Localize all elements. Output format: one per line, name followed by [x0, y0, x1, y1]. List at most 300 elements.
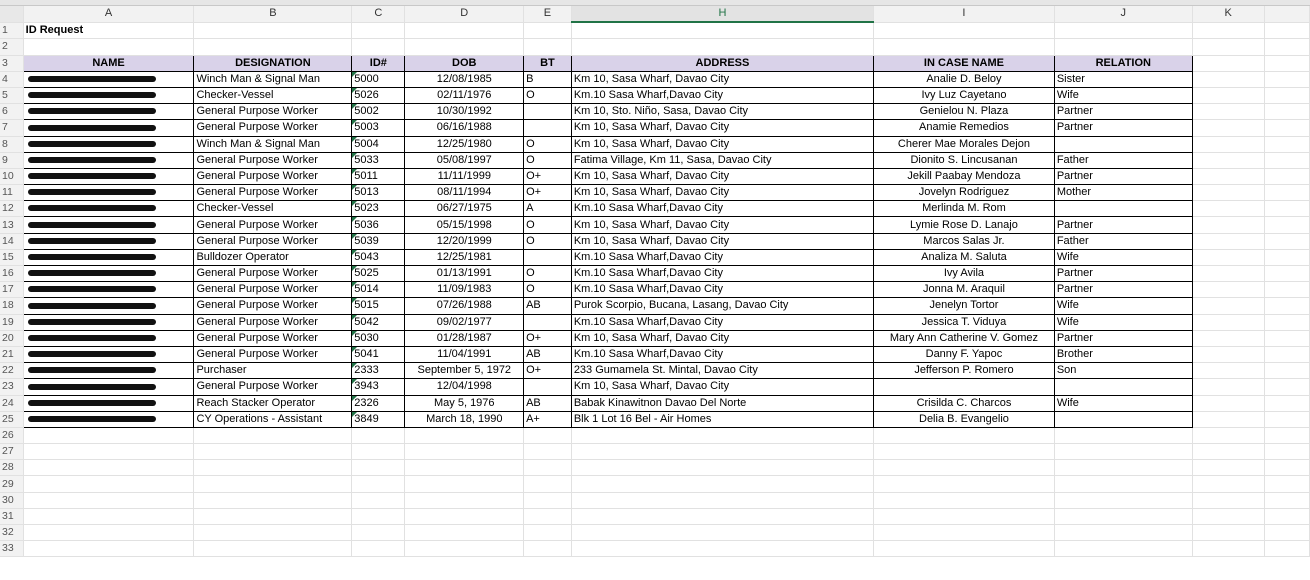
designation-cell[interactable]: General Purpose Worker — [194, 282, 352, 298]
id-cell[interactable]: 5026 — [352, 87, 405, 103]
in-case-name-cell[interactable]: Jefferson P. Romero — [874, 363, 1055, 379]
cell[interactable] — [1264, 152, 1309, 168]
dob-cell[interactable]: 11/11/1999 — [405, 168, 524, 184]
address-cell[interactable]: Km.10 Sasa Wharf,Davao City — [571, 87, 873, 103]
designation-cell[interactable]: General Purpose Worker — [194, 168, 352, 184]
cell[interactable] — [23, 525, 194, 541]
cell[interactable] — [1264, 120, 1309, 136]
in-case-name-cell[interactable]: Ivy Luz Cayetano — [874, 87, 1055, 103]
cell[interactable] — [1264, 330, 1309, 346]
cell[interactable] — [1192, 266, 1264, 282]
cell[interactable] — [405, 541, 524, 557]
designation-cell[interactable]: General Purpose Worker — [194, 346, 352, 362]
bt-cell[interactable]: O+ — [524, 168, 572, 184]
dob-cell[interactable]: 07/26/1988 — [405, 298, 524, 314]
id-cell[interactable]: 3943 — [352, 379, 405, 395]
cell[interactable] — [405, 22, 524, 39]
row-header[interactable]: 23 — [0, 379, 23, 395]
id-cell[interactable]: 3849 — [352, 411, 405, 427]
cell[interactable] — [1192, 168, 1264, 184]
cell[interactable] — [571, 22, 873, 39]
row-header[interactable]: 22 — [0, 363, 23, 379]
cell[interactable] — [1264, 492, 1309, 508]
row-header[interactable]: 27 — [0, 444, 23, 460]
cell[interactable] — [405, 476, 524, 492]
address-cell[interactable]: Km.10 Sasa Wharf,Davao City — [571, 314, 873, 330]
column-header-blank[interactable] — [1264, 6, 1309, 22]
cell[interactable] — [1192, 217, 1264, 233]
cell[interactable] — [524, 444, 572, 460]
dob-cell[interactable]: 10/30/1992 — [405, 104, 524, 120]
relation-cell[interactable]: Partner — [1054, 120, 1192, 136]
cell[interactable] — [1264, 411, 1309, 427]
dob-cell[interactable]: 06/27/1975 — [405, 201, 524, 217]
in-case-name-cell[interactable]: Jovelyn Rodriguez — [874, 185, 1055, 201]
cell[interactable] — [1264, 444, 1309, 460]
address-cell[interactable]: Km 10, Sasa Wharf, Davao City — [571, 120, 873, 136]
designation-cell[interactable]: Bulldozer Operator — [194, 249, 352, 265]
bt-cell[interactable]: AB — [524, 298, 572, 314]
cell[interactable] — [1192, 71, 1264, 87]
relation-cell[interactable]: Sister — [1054, 71, 1192, 87]
cell[interactable] — [524, 39, 572, 55]
cell[interactable] — [1192, 460, 1264, 476]
bt-cell[interactable]: A — [524, 201, 572, 217]
designation-cell[interactable]: General Purpose Worker — [194, 104, 352, 120]
cell[interactable] — [194, 541, 352, 557]
address-cell[interactable]: Km.10 Sasa Wharf,Davao City — [571, 346, 873, 362]
id-cell[interactable]: 5036 — [352, 217, 405, 233]
bt-cell[interactable]: O+ — [524, 185, 572, 201]
name-cell[interactable] — [23, 282, 194, 298]
relation-cell[interactable]: Partner — [1054, 266, 1192, 282]
cell[interactable] — [1264, 104, 1309, 120]
cell[interactable] — [23, 476, 194, 492]
cell[interactable] — [524, 508, 572, 524]
designation-cell[interactable]: General Purpose Worker — [194, 314, 352, 330]
cell[interactable] — [1192, 330, 1264, 346]
in-case-name-cell[interactable]: Jessica T. Viduya — [874, 314, 1055, 330]
row-header[interactable]: 2 — [0, 39, 23, 55]
row-header[interactable]: 29 — [0, 476, 23, 492]
cell[interactable] — [571, 460, 873, 476]
cell[interactable] — [352, 444, 405, 460]
designation-cell[interactable]: General Purpose Worker — [194, 185, 352, 201]
row-header[interactable]: 28 — [0, 460, 23, 476]
cell[interactable] — [1192, 22, 1264, 39]
cell[interactable] — [1264, 233, 1309, 249]
cell[interactable] — [194, 444, 352, 460]
cell[interactable] — [874, 541, 1055, 557]
cell[interactable] — [1264, 298, 1309, 314]
column-header-a[interactable]: A — [23, 6, 194, 22]
cell[interactable] — [23, 39, 194, 55]
address-cell[interactable]: Km 10, Sto. Niño, Sasa, Davao City — [571, 104, 873, 120]
in-case-name-cell[interactable]: Analie D. Beloy — [874, 71, 1055, 87]
column-header-b[interactable]: B — [194, 6, 352, 22]
designation-cell[interactable]: Reach Stacker Operator — [194, 395, 352, 411]
cell[interactable] — [1264, 55, 1309, 71]
cell[interactable] — [1192, 249, 1264, 265]
cell[interactable] — [1192, 476, 1264, 492]
relation-cell[interactable]: Partner — [1054, 168, 1192, 184]
cell[interactable] — [23, 460, 194, 476]
relation-cell[interactable] — [1054, 379, 1192, 395]
cell[interactable] — [1192, 55, 1264, 71]
dob-cell[interactable]: 12/20/1999 — [405, 233, 524, 249]
row-header[interactable]: 1 — [0, 22, 23, 39]
cell[interactable] — [352, 541, 405, 557]
cell[interactable] — [1192, 411, 1264, 427]
row-header[interactable]: 14 — [0, 233, 23, 249]
column-header-k[interactable]: K — [1192, 6, 1264, 22]
relation-cell[interactable]: Son — [1054, 363, 1192, 379]
id-cell[interactable]: 5015 — [352, 298, 405, 314]
cell[interactable] — [571, 444, 873, 460]
row-header[interactable]: 25 — [0, 411, 23, 427]
cell[interactable] — [352, 508, 405, 524]
designation-cell[interactable]: General Purpose Worker — [194, 152, 352, 168]
cell[interactable] — [524, 476, 572, 492]
designation-cell[interactable]: General Purpose Worker — [194, 266, 352, 282]
cell[interactable] — [1264, 379, 1309, 395]
dob-cell[interactable]: March 18, 1990 — [405, 411, 524, 427]
cell[interactable] — [352, 525, 405, 541]
dob-cell[interactable]: 12/08/1985 — [405, 71, 524, 87]
cell[interactable] — [1264, 363, 1309, 379]
dob-cell[interactable]: 08/11/1994 — [405, 185, 524, 201]
address-cell[interactable]: Km 10, Sasa Wharf, Davao City — [571, 379, 873, 395]
cell[interactable] — [571, 525, 873, 541]
name-cell[interactable] — [23, 104, 194, 120]
relation-cell[interactable]: Wife — [1054, 395, 1192, 411]
column-header-c[interactable]: C — [352, 6, 405, 22]
cell[interactable] — [1192, 136, 1264, 152]
cell[interactable] — [194, 525, 352, 541]
cell[interactable] — [194, 460, 352, 476]
address-cell[interactable]: Fatima Village, Km 11, Sasa, Davao City — [571, 152, 873, 168]
row-header[interactable]: 7 — [0, 120, 23, 136]
relation-cell[interactable]: Brother — [1054, 346, 1192, 362]
relation-cell[interactable] — [1054, 136, 1192, 152]
row-header[interactable]: 30 — [0, 492, 23, 508]
in-case-name-cell[interactable]: Danny F. Yapoc — [874, 346, 1055, 362]
in-case-name-cell[interactable]: Mary Ann Catherine V. Gomez — [874, 330, 1055, 346]
dob-cell[interactable]: May 5, 1976 — [405, 395, 524, 411]
row-header[interactable]: 8 — [0, 136, 23, 152]
row-header[interactable]: 24 — [0, 395, 23, 411]
name-cell[interactable] — [23, 168, 194, 184]
cell[interactable] — [874, 476, 1055, 492]
cell[interactable] — [1192, 185, 1264, 201]
address-cell[interactable]: Km 10, Sasa Wharf, Davao City — [571, 168, 873, 184]
cell[interactable] — [1192, 314, 1264, 330]
dob-cell[interactable]: 01/28/1987 — [405, 330, 524, 346]
cell[interactable] — [571, 476, 873, 492]
bt-cell[interactable] — [524, 104, 572, 120]
address-cell[interactable]: Km.10 Sasa Wharf,Davao City — [571, 266, 873, 282]
dob-cell[interactable]: 02/11/1976 — [405, 87, 524, 103]
bt-cell[interactable] — [524, 379, 572, 395]
address-cell[interactable]: Km.10 Sasa Wharf,Davao City — [571, 249, 873, 265]
cell[interactable] — [1264, 136, 1309, 152]
id-cell[interactable]: 5003 — [352, 120, 405, 136]
cell[interactable] — [1054, 39, 1192, 55]
row-header[interactable]: 16 — [0, 266, 23, 282]
id-cell[interactable]: 5002 — [352, 104, 405, 120]
cell[interactable] — [524, 427, 572, 443]
cell[interactable] — [194, 508, 352, 524]
dob-cell[interactable]: 06/16/1988 — [405, 120, 524, 136]
dob-cell[interactable]: 05/08/1997 — [405, 152, 524, 168]
row-header[interactable]: 6 — [0, 104, 23, 120]
cell[interactable] — [1054, 444, 1192, 460]
address-cell[interactable]: 233 Gumamela St. Mintal, Davao City — [571, 363, 873, 379]
cell[interactable] — [1192, 492, 1264, 508]
id-cell[interactable]: 5025 — [352, 266, 405, 282]
designation-cell[interactable]: General Purpose Worker — [194, 379, 352, 395]
id-cell[interactable]: 5013 — [352, 185, 405, 201]
cell[interactable] — [1264, 314, 1309, 330]
id-cell[interactable]: 2326 — [352, 395, 405, 411]
relation-cell[interactable]: Wife — [1054, 87, 1192, 103]
designation-cell[interactable]: General Purpose Worker — [194, 217, 352, 233]
header-cell-name[interactable]: NAME — [23, 55, 194, 71]
cell[interactable] — [1264, 541, 1309, 557]
cell[interactable] — [1192, 508, 1264, 524]
cell[interactable] — [874, 492, 1055, 508]
cell[interactable] — [1264, 266, 1309, 282]
bt-cell[interactable]: O — [524, 266, 572, 282]
cell[interactable] — [1264, 249, 1309, 265]
bt-cell[interactable] — [524, 249, 572, 265]
cell[interactable] — [194, 22, 352, 39]
in-case-name-cell[interactable]: Marcos Salas Jr. — [874, 233, 1055, 249]
cell[interactable] — [1264, 508, 1309, 524]
id-cell[interactable]: 5041 — [352, 346, 405, 362]
cell[interactable] — [524, 541, 572, 557]
relation-cell[interactable] — [1054, 411, 1192, 427]
address-cell[interactable]: Blk 1 Lot 16 Bel - Air Homes — [571, 411, 873, 427]
cell[interactable] — [524, 460, 572, 476]
cell[interactable] — [194, 476, 352, 492]
cell[interactable] — [1192, 298, 1264, 314]
address-cell[interactable]: Km.10 Sasa Wharf,Davao City — [571, 201, 873, 217]
header-cell-in-case-name[interactable]: IN CASE NAME — [874, 55, 1055, 71]
designation-cell[interactable]: General Purpose Worker — [194, 120, 352, 136]
id-cell[interactable]: 5023 — [352, 201, 405, 217]
column-header-d[interactable]: D — [405, 6, 524, 22]
dob-cell[interactable]: 05/15/1998 — [405, 217, 524, 233]
designation-cell[interactable]: CY Operations - Assistant — [194, 411, 352, 427]
name-cell[interactable] — [23, 201, 194, 217]
cell[interactable] — [405, 444, 524, 460]
column-header-h[interactable]: H — [571, 6, 873, 22]
in-case-name-cell[interactable]: Merlinda M. Rom — [874, 201, 1055, 217]
cell[interactable] — [1264, 217, 1309, 233]
relation-cell[interactable]: Mother — [1054, 185, 1192, 201]
cell[interactable] — [1264, 168, 1309, 184]
cell[interactable] — [352, 427, 405, 443]
cell[interactable] — [405, 508, 524, 524]
name-cell[interactable] — [23, 152, 194, 168]
row-header[interactable]: 20 — [0, 330, 23, 346]
bt-cell[interactable]: O — [524, 233, 572, 249]
cell[interactable] — [1192, 282, 1264, 298]
cell[interactable] — [1192, 427, 1264, 443]
cell[interactable] — [1054, 541, 1192, 557]
bt-cell[interactable]: B — [524, 71, 572, 87]
designation-cell[interactable]: Winch Man & Signal Man — [194, 71, 352, 87]
cell[interactable] — [1192, 346, 1264, 362]
cell[interactable] — [874, 427, 1055, 443]
designation-cell[interactable]: Winch Man & Signal Man — [194, 136, 352, 152]
cell[interactable] — [352, 476, 405, 492]
dob-cell[interactable]: 09/02/1977 — [405, 314, 524, 330]
cell[interactable] — [1054, 508, 1192, 524]
cell[interactable] — [1054, 427, 1192, 443]
cell[interactable] — [1192, 39, 1264, 55]
name-cell[interactable] — [23, 120, 194, 136]
cell[interactable] — [1264, 22, 1309, 39]
in-case-name-cell[interactable]: Lymie Rose D. Lanajo — [874, 217, 1055, 233]
cell[interactable] — [1192, 233, 1264, 249]
cell[interactable] — [23, 541, 194, 557]
cell[interactable] — [1192, 541, 1264, 557]
cell[interactable] — [1264, 476, 1309, 492]
cell[interactable] — [1264, 282, 1309, 298]
cell[interactable] — [1054, 22, 1192, 39]
cell[interactable] — [1192, 201, 1264, 217]
column-header-e[interactable]: E — [524, 6, 572, 22]
cell[interactable] — [352, 460, 405, 476]
row-header[interactable]: 17 — [0, 282, 23, 298]
bt-cell[interactable]: A+ — [524, 411, 572, 427]
cell[interactable] — [1264, 460, 1309, 476]
relation-cell[interactable]: Partner — [1054, 104, 1192, 120]
cell[interactable] — [1192, 87, 1264, 103]
cell[interactable] — [1054, 476, 1192, 492]
address-cell[interactable]: Km 10, Sasa Wharf, Davao City — [571, 233, 873, 249]
cell[interactable] — [1192, 120, 1264, 136]
cell[interactable] — [874, 22, 1055, 39]
bt-cell[interactable]: O — [524, 87, 572, 103]
cell[interactable] — [1192, 525, 1264, 541]
cell[interactable] — [23, 444, 194, 460]
bt-cell[interactable]: O — [524, 136, 572, 152]
cell[interactable] — [1054, 460, 1192, 476]
relation-cell[interactable]: Father — [1054, 152, 1192, 168]
cell[interactable] — [1054, 492, 1192, 508]
relation-cell[interactable]: Partner — [1054, 330, 1192, 346]
in-case-name-cell[interactable]: Anamie Remedios — [874, 120, 1055, 136]
dob-cell[interactable]: September 5, 1972 — [405, 363, 524, 379]
row-header[interactable]: 3 — [0, 55, 23, 71]
row-header[interactable]: 18 — [0, 298, 23, 314]
id-cell[interactable]: 2333 — [352, 363, 405, 379]
cell[interactable] — [194, 39, 352, 55]
cell[interactable] — [874, 39, 1055, 55]
row-header[interactable]: 5 — [0, 87, 23, 103]
in-case-name-cell[interactable]: Ivy Avila — [874, 266, 1055, 282]
cell[interactable] — [874, 460, 1055, 476]
name-cell[interactable] — [23, 71, 194, 87]
id-cell[interactable]: 5014 — [352, 282, 405, 298]
bt-cell[interactable]: O — [524, 152, 572, 168]
name-cell[interactable] — [23, 395, 194, 411]
sheet-title[interactable]: ID Request — [23, 22, 194, 39]
row-header[interactable]: 15 — [0, 249, 23, 265]
id-cell[interactable]: 5042 — [352, 314, 405, 330]
designation-cell[interactable]: General Purpose Worker — [194, 233, 352, 249]
id-cell[interactable]: 5039 — [352, 233, 405, 249]
name-cell[interactable] — [23, 330, 194, 346]
row-header[interactable]: 26 — [0, 427, 23, 443]
id-cell[interactable]: 5030 — [352, 330, 405, 346]
relation-cell[interactable]: Wife — [1054, 314, 1192, 330]
header-cell-designation[interactable]: DESIGNATION — [194, 55, 352, 71]
cell[interactable] — [405, 492, 524, 508]
cell[interactable] — [1264, 395, 1309, 411]
in-case-name-cell[interactable]: Dionito S. Lincusanan — [874, 152, 1055, 168]
row-header[interactable]: 31 — [0, 508, 23, 524]
cell[interactable] — [405, 39, 524, 55]
row-header[interactable]: 19 — [0, 314, 23, 330]
in-case-name-cell[interactable]: Genielou N. Plaza — [874, 104, 1055, 120]
name-cell[interactable] — [23, 87, 194, 103]
address-cell[interactable]: Km 10, Sasa Wharf, Davao City — [571, 185, 873, 201]
name-cell[interactable] — [23, 314, 194, 330]
cell[interactable] — [571, 541, 873, 557]
relation-cell[interactable]: Wife — [1054, 298, 1192, 314]
cell[interactable] — [1264, 185, 1309, 201]
cell[interactable] — [352, 39, 405, 55]
in-case-name-cell[interactable]: Jonna M. Araquil — [874, 282, 1055, 298]
address-cell[interactable]: Purok Scorpio, Bucana, Lasang, Davao City — [571, 298, 873, 314]
name-cell[interactable] — [23, 185, 194, 201]
row-header[interactable]: 21 — [0, 346, 23, 362]
relation-cell[interactable]: Partner — [1054, 217, 1192, 233]
in-case-name-cell[interactable]: Crisilda C. Charcos — [874, 395, 1055, 411]
id-cell[interactable]: 5011 — [352, 168, 405, 184]
cell[interactable] — [352, 492, 405, 508]
cell[interactable] — [571, 427, 873, 443]
row-header[interactable]: 13 — [0, 217, 23, 233]
row-header[interactable]: 10 — [0, 168, 23, 184]
bt-cell[interactable] — [524, 314, 572, 330]
name-cell[interactable] — [23, 233, 194, 249]
cell[interactable] — [1264, 71, 1309, 87]
column-header-i[interactable]: I — [874, 6, 1055, 22]
dob-cell[interactable]: 11/04/1991 — [405, 346, 524, 362]
name-cell[interactable] — [23, 363, 194, 379]
cell[interactable] — [1264, 39, 1309, 55]
column-header-j[interactable]: J — [1054, 6, 1192, 22]
relation-cell[interactable]: Wife — [1054, 249, 1192, 265]
designation-cell[interactable]: Checker-Vessel — [194, 201, 352, 217]
bt-cell[interactable]: O+ — [524, 363, 572, 379]
cell[interactable] — [1264, 201, 1309, 217]
in-case-name-cell[interactable]: Delia B. Evangelio — [874, 411, 1055, 427]
address-cell[interactable]: Km 10, Sasa Wharf, Davao City — [571, 136, 873, 152]
dob-cell[interactable]: 11/09/1983 — [405, 282, 524, 298]
id-cell[interactable]: 5000 — [352, 71, 405, 87]
cell[interactable] — [1054, 525, 1192, 541]
cell[interactable] — [23, 492, 194, 508]
row-header[interactable]: 4 — [0, 71, 23, 87]
name-cell[interactable] — [23, 298, 194, 314]
cell[interactable] — [524, 22, 572, 39]
